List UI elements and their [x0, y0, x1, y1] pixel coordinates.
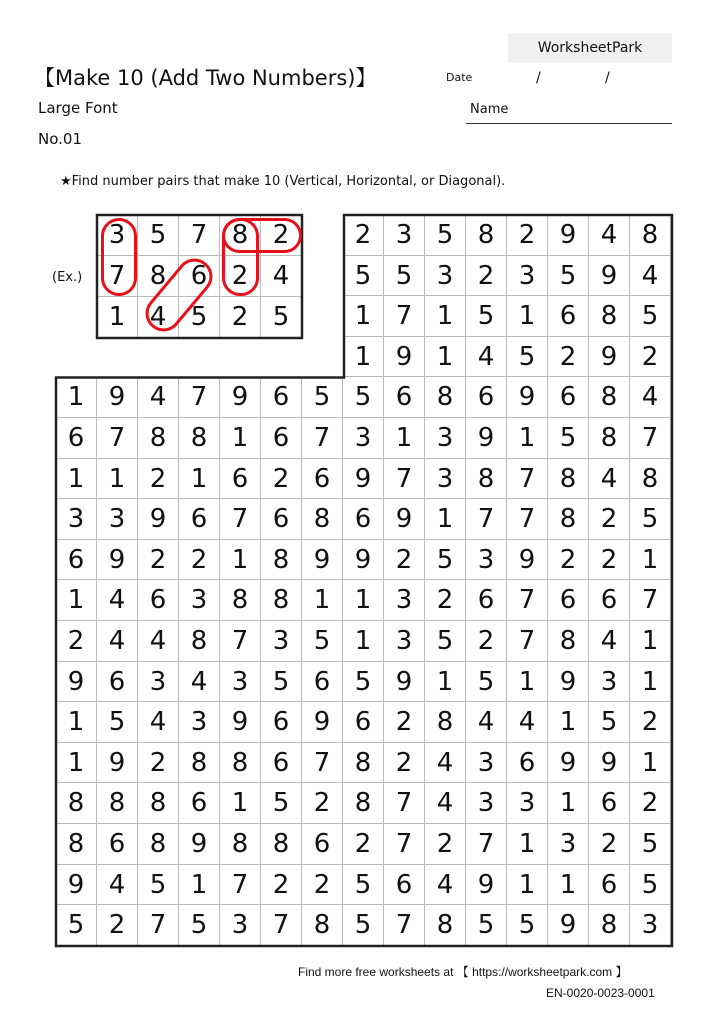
- example-highlight-vertical: [101, 218, 137, 296]
- grid-cell[interactable]: 7: [384, 783, 425, 824]
- grid-cell[interactable]: 1: [425, 296, 466, 337]
- name-label: Name: [470, 102, 509, 117]
- grid-cell[interactable]: 2: [466, 256, 507, 297]
- grid-cell[interactable]: 4: [425, 865, 466, 906]
- grid-cell[interactable]: 6: [548, 580, 589, 621]
- grid-cell[interactable]: 9: [384, 337, 425, 378]
- grid-cell[interactable]: 5: [589, 702, 630, 743]
- grid-cell[interactable]: 7: [466, 499, 507, 540]
- grid-cell[interactable]: 5: [343, 865, 384, 906]
- grid-cell[interactable]: 4: [261, 256, 302, 297]
- grid-cell[interactable]: 4: [507, 702, 548, 743]
- grid-cell[interactable]: 8: [138, 256, 179, 297]
- grid-cell[interactable]: 8: [589, 296, 630, 337]
- grid-cell[interactable]: 2: [343, 215, 384, 256]
- grid-cell[interactable]: 7: [384, 459, 425, 500]
- grid-cell[interactable]: 2: [589, 499, 630, 540]
- grid-cell[interactable]: 3: [179, 702, 220, 743]
- grid-cell[interactable]: 5: [138, 215, 179, 256]
- date-label: Date: [446, 71, 473, 84]
- grid-cell[interactable]: 4: [589, 459, 630, 500]
- grid-cell[interactable]: 8: [179, 418, 220, 459]
- grid-cell[interactable]: 8: [466, 459, 507, 500]
- grid-cell[interactable]: 2: [343, 824, 384, 865]
- grid-cell[interactable]: 3: [507, 256, 548, 297]
- grid-cell[interactable]: 1: [507, 824, 548, 865]
- grid-cell[interactable]: 6: [548, 377, 589, 418]
- date-separator: /: [605, 70, 610, 86]
- grid-cell[interactable]: 5: [302, 621, 343, 662]
- grid-cell[interactable]: 4: [466, 337, 507, 378]
- grid-cell[interactable]: 4: [630, 256, 671, 297]
- grid-cell[interactable]: 6: [261, 702, 302, 743]
- grid-cell[interactable]: 1: [56, 702, 97, 743]
- grid-cell[interactable]: 3: [425, 418, 466, 459]
- instruction: ★Find number pairs that make 10 (Vertical, Horizontal, or Diagonal).: [60, 174, 506, 189]
- grid-cell[interactable]: 8: [261, 824, 302, 865]
- grid-cell[interactable]: 7: [97, 418, 138, 459]
- grid-cell[interactable]: 8: [261, 580, 302, 621]
- grid-cell[interactable]: 3: [56, 499, 97, 540]
- grid-cell[interactable]: 2: [56, 621, 97, 662]
- grid-cell[interactable]: 7: [179, 215, 220, 256]
- grid-cell[interactable]: 4: [97, 621, 138, 662]
- footer-promo: Find more free worksheets at 【 https://worksheetpark.com 】: [298, 965, 628, 979]
- grid-cell[interactable]: 5: [343, 256, 384, 297]
- grid-cell[interactable]: 1: [630, 540, 671, 581]
- grid-cell[interactable]: 5: [548, 418, 589, 459]
- brand-label: WorksheetPark: [508, 33, 672, 63]
- grid-cell[interactable]: 7: [384, 824, 425, 865]
- grid-cell[interactable]: 3: [589, 662, 630, 703]
- grid-cell[interactable]: 1: [220, 540, 261, 581]
- grid-cell[interactable]: 1: [630, 743, 671, 784]
- grid-cell[interactable]: 1: [343, 296, 384, 337]
- grid-cell[interactable]: 5: [466, 662, 507, 703]
- grid-cell[interactable]: 3: [466, 743, 507, 784]
- grid-cell[interactable]: 1: [220, 418, 261, 459]
- grid-cell[interactable]: 6: [343, 499, 384, 540]
- grid-cell[interactable]: 7: [138, 905, 179, 946]
- grid-cell[interactable]: 6: [302, 459, 343, 500]
- grid-cell[interactable]: 2: [179, 540, 220, 581]
- page-title: 【Make 10 (Add Two Numbers)】: [34, 66, 377, 90]
- grid-cell[interactable]: 8: [56, 824, 97, 865]
- grid-cell[interactable]: 8: [425, 377, 466, 418]
- grid-cell[interactable]: 9: [220, 702, 261, 743]
- grid-cell[interactable]: 7: [302, 743, 343, 784]
- grid-cell[interactable]: 2: [630, 702, 671, 743]
- grid-cell[interactable]: 2: [548, 540, 589, 581]
- grid-cell[interactable]: 7: [384, 296, 425, 337]
- grid-cell[interactable]: 1: [425, 499, 466, 540]
- grid-cell[interactable]: 9: [138, 499, 179, 540]
- grid-cell[interactable]: 1: [97, 459, 138, 500]
- grid-cell[interactable]: 9: [507, 377, 548, 418]
- grid-cell[interactable]: 5: [630, 824, 671, 865]
- grid-cell[interactable]: 7: [97, 256, 138, 297]
- grid-cell[interactable]: 2: [138, 540, 179, 581]
- grid-cell[interactable]: 8: [425, 702, 466, 743]
- grid-cell[interactable]: 3: [343, 418, 384, 459]
- grid-cell[interactable]: 1: [548, 865, 589, 906]
- grid-cell[interactable]: 7: [466, 824, 507, 865]
- grid-cell[interactable]: 9: [384, 499, 425, 540]
- grid-cell[interactable]: 8: [138, 418, 179, 459]
- grid-cell[interactable]: 3: [97, 215, 138, 256]
- grid-cell[interactable]: 1: [56, 743, 97, 784]
- grid-cell[interactable]: 4: [97, 865, 138, 906]
- grid-cell[interactable]: 8: [179, 743, 220, 784]
- grid-cell[interactable]: 8: [548, 459, 589, 500]
- grid-cell[interactable]: 5: [302, 377, 343, 418]
- grid-cell[interactable]: 6: [261, 743, 302, 784]
- grid-cell[interactable]: 5: [630, 865, 671, 906]
- grid-cell[interactable]: 6: [548, 296, 589, 337]
- grid-cell[interactable]: 5: [343, 662, 384, 703]
- grid-cell[interactable]: 7: [630, 418, 671, 459]
- grid-cell[interactable]: 5: [179, 297, 220, 338]
- grid-cell[interactable]: 1: [425, 662, 466, 703]
- grid-cell[interactable]: 9: [466, 865, 507, 906]
- grid-cell[interactable]: 9: [97, 743, 138, 784]
- grid-cell[interactable]: 1: [630, 621, 671, 662]
- grid-cell[interactable]: 1: [630, 662, 671, 703]
- grid-cell[interactable]: 8: [589, 377, 630, 418]
- grid-cell[interactable]: 2: [302, 783, 343, 824]
- grid-cell[interactable]: 8: [97, 783, 138, 824]
- grid-cell[interactable]: 6: [302, 662, 343, 703]
- grid-cell[interactable]: 2: [425, 580, 466, 621]
- subtitle: Large Font: [38, 99, 118, 117]
- grid-cell[interactable]: 2: [384, 540, 425, 581]
- grid-cell[interactable]: 9: [56, 662, 97, 703]
- grid-cell[interactable]: 7: [261, 905, 302, 946]
- grid-cell[interactable]: 3: [97, 499, 138, 540]
- grid-cell[interactable]: 1: [302, 580, 343, 621]
- grid-cell[interactable]: 7: [220, 621, 261, 662]
- grid-cell[interactable]: 9: [589, 743, 630, 784]
- grid-cell[interactable]: 5: [466, 296, 507, 337]
- grid-cell[interactable]: 8: [220, 743, 261, 784]
- grid-cell[interactable]: 3: [630, 905, 671, 946]
- grid-cell[interactable]: 6: [384, 865, 425, 906]
- grid-cell[interactable]: 8: [589, 905, 630, 946]
- grid-cell[interactable]: 1: [179, 865, 220, 906]
- grid-cell[interactable]: 5: [261, 783, 302, 824]
- grid-cell[interactable]: 9: [343, 459, 384, 500]
- grid-cell[interactable]: 9: [548, 215, 589, 256]
- grid-cell[interactable]: 2: [589, 824, 630, 865]
- grid-cell[interactable]: 1: [97, 297, 138, 338]
- grid-cell[interactable]: 1: [548, 702, 589, 743]
- grid-cell[interactable]: 4: [425, 743, 466, 784]
- grid-cell[interactable]: 8: [343, 743, 384, 784]
- grid-cell[interactable]: 1: [220, 783, 261, 824]
- grid-cell[interactable]: 2: [466, 621, 507, 662]
- grid-cell[interactable]: 5: [343, 905, 384, 946]
- grid-cell[interactable]: 9: [97, 540, 138, 581]
- grid-cell[interactable]: 3: [507, 783, 548, 824]
- grid-cell[interactable]: 1: [548, 783, 589, 824]
- grid-cell[interactable]: 1: [384, 418, 425, 459]
- grid-cell[interactable]: 4: [138, 702, 179, 743]
- grid-cell[interactable]: 5: [261, 297, 302, 338]
- grid-cell[interactable]: 9: [507, 540, 548, 581]
- grid-cell[interactable]: 8: [220, 580, 261, 621]
- grid-cell[interactable]: 7: [179, 377, 220, 418]
- grid-cell[interactable]: 2: [138, 459, 179, 500]
- footer-code: EN-0020-0023-0001: [546, 986, 655, 1000]
- grid-cell[interactable]: 6: [138, 580, 179, 621]
- grid-cell[interactable]: 4: [138, 377, 179, 418]
- grid-cell[interactable]: 5: [97, 702, 138, 743]
- grid-cell[interactable]: 1: [56, 377, 97, 418]
- example-highlight-vertical: [222, 218, 259, 296]
- grid-cell[interactable]: 5: [630, 296, 671, 337]
- grid-cell[interactable]: 2: [425, 824, 466, 865]
- grid-cell[interactable]: 7: [302, 418, 343, 459]
- grid-cell[interactable]: 8: [548, 499, 589, 540]
- grid-cell[interactable]: 2: [384, 702, 425, 743]
- grid-cell[interactable]: 5: [548, 256, 589, 297]
- grid-cell[interactable]: 1: [507, 865, 548, 906]
- grid-cell[interactable]: 3: [466, 783, 507, 824]
- grid-cell[interactable]: 5: [425, 621, 466, 662]
- grid-cell[interactable]: 6: [384, 377, 425, 418]
- grid-cell[interactable]: 6: [466, 377, 507, 418]
- grid-cell[interactable]: 2: [261, 459, 302, 500]
- grid-cell[interactable]: 3: [384, 580, 425, 621]
- example-label: (Ex.): [52, 270, 83, 285]
- grid-cell[interactable]: 1: [179, 459, 220, 500]
- grid-cell[interactable]: 8: [425, 905, 466, 946]
- grid-cell[interactable]: 6: [220, 459, 261, 500]
- grid-cell[interactable]: 5: [384, 256, 425, 297]
- grid-cell[interactable]: 9: [548, 662, 589, 703]
- grid-cell[interactable]: 2: [548, 337, 589, 378]
- grid-cell[interactable]: 1: [507, 662, 548, 703]
- grid-cell[interactable]: 6: [302, 824, 343, 865]
- grid-cell[interactable]: 1: [343, 621, 384, 662]
- grid-cell[interactable]: 6: [589, 580, 630, 621]
- grid-cell[interactable]: 2: [630, 783, 671, 824]
- grid-cell[interactable]: 3: [548, 824, 589, 865]
- grid-cell[interactable]: 5: [261, 662, 302, 703]
- grid-cell[interactable]: 4: [179, 662, 220, 703]
- grid-cell[interactable]: 9: [548, 905, 589, 946]
- grid-cell[interactable]: 7: [384, 905, 425, 946]
- grid-cell[interactable]: 4: [138, 621, 179, 662]
- name-line: [466, 123, 672, 124]
- grid-cell[interactable]: 4: [466, 702, 507, 743]
- grid-cell[interactable]: 5: [138, 865, 179, 906]
- grid-cell[interactable]: 2: [220, 256, 261, 297]
- grid-cell[interactable]: 9: [548, 743, 589, 784]
- grid-cell[interactable]: 2: [630, 337, 671, 378]
- grid-cell[interactable]: 7: [507, 621, 548, 662]
- grid-cell[interactable]: 1: [56, 459, 97, 500]
- grid-cell[interactable]: 1: [343, 337, 384, 378]
- grid-cell[interactable]: 3: [220, 905, 261, 946]
- grid-cell[interactable]: 5: [425, 540, 466, 581]
- grid-cell[interactable]: 3: [425, 256, 466, 297]
- grid-cell[interactable]: 3: [466, 540, 507, 581]
- grid-cell[interactable]: 8: [220, 215, 261, 256]
- grid-cell[interactable]: 9: [384, 662, 425, 703]
- grid-cell[interactable]: 8: [261, 540, 302, 581]
- grid-cell[interactable]: 2: [261, 865, 302, 906]
- grid-cell[interactable]: 5: [343, 377, 384, 418]
- grid-cell[interactable]: 1: [507, 296, 548, 337]
- grid-cell[interactable]: 8: [302, 905, 343, 946]
- grid-cell[interactable]: 8: [302, 499, 343, 540]
- grid-cell[interactable]: 3: [384, 215, 425, 256]
- grid-cell[interactable]: 2: [302, 865, 343, 906]
- grid-cell[interactable]: 5: [56, 905, 97, 946]
- grid-cell[interactable]: 6: [179, 499, 220, 540]
- grid-cell[interactable]: 6: [97, 824, 138, 865]
- grid-cell[interactable]: 8: [630, 459, 671, 500]
- grid-cell[interactable]: 8: [589, 418, 630, 459]
- grid-cell[interactable]: 5: [466, 905, 507, 946]
- grid-cell[interactable]: 6: [343, 702, 384, 743]
- grid-cell[interactable]: 2: [220, 297, 261, 338]
- grid-cell[interactable]: 1: [507, 418, 548, 459]
- grid-cell[interactable]: 3: [261, 621, 302, 662]
- grid-cell[interactable]: 6: [56, 540, 97, 581]
- grid-cell[interactable]: 4: [589, 621, 630, 662]
- grid-cell[interactable]: 9: [56, 865, 97, 906]
- grid-cell[interactable]: 6: [589, 865, 630, 906]
- grid-cell[interactable]: 5: [507, 905, 548, 946]
- grid-cell[interactable]: 9: [179, 824, 220, 865]
- grid-cell[interactable]: 8: [343, 783, 384, 824]
- grid-cell[interactable]: 8: [56, 783, 97, 824]
- grid-cell[interactable]: 7: [507, 459, 548, 500]
- grid-cell[interactable]: 7: [220, 865, 261, 906]
- worksheet-number: No.01: [38, 130, 82, 148]
- grid-cell[interactable]: 9: [97, 377, 138, 418]
- grid-cell[interactable]: 2: [507, 215, 548, 256]
- grid-cell[interactable]: 6: [261, 377, 302, 418]
- grid-cell[interactable]: 9: [302, 540, 343, 581]
- grid-cell[interactable]: 6: [507, 743, 548, 784]
- grid-cell[interactable]: 2: [261, 215, 302, 256]
- grid-cell[interactable]: 8: [220, 824, 261, 865]
- grid-cell[interactable]: 9: [220, 377, 261, 418]
- grid-cell[interactable]: 6: [97, 662, 138, 703]
- grid-cell[interactable]: 2: [97, 905, 138, 946]
- grid-cell[interactable]: 8: [466, 215, 507, 256]
- grid-cell[interactable]: 8: [138, 824, 179, 865]
- grid-cell[interactable]: 6: [589, 783, 630, 824]
- grid-cell[interactable]: 9: [589, 256, 630, 297]
- date-separator: /: [536, 70, 541, 86]
- grid-cell[interactable]: 4: [138, 297, 179, 338]
- grid-cell[interactable]: 3: [384, 621, 425, 662]
- grid-cell[interactable]: 9: [302, 702, 343, 743]
- grid-cell[interactable]: 9: [466, 418, 507, 459]
- grid-cell[interactable]: 6: [179, 783, 220, 824]
- grid-cell[interactable]: 5: [425, 215, 466, 256]
- grid-cell[interactable]: 1: [56, 580, 97, 621]
- grid-cell[interactable]: 7: [630, 580, 671, 621]
- grid-cell[interactable]: 2: [138, 743, 179, 784]
- grid-cell[interactable]: 8: [630, 215, 671, 256]
- grid-cell[interactable]: 4: [630, 377, 671, 418]
- grid-cell[interactable]: 1: [425, 337, 466, 378]
- grid-cell[interactable]: 4: [97, 580, 138, 621]
- grid-cell[interactable]: 3: [425, 459, 466, 500]
- grid-cell[interactable]: 5: [630, 499, 671, 540]
- grid-cell[interactable]: 5: [507, 337, 548, 378]
- grid-cell[interactable]: 7: [220, 499, 261, 540]
- grid-cell[interactable]: 3: [138, 662, 179, 703]
- grid-cell[interactable]: 5: [179, 905, 220, 946]
- grid-cell[interactable]: 2: [384, 743, 425, 784]
- grid-cell[interactable]: 4: [589, 215, 630, 256]
- grid-cell[interactable]: 9: [589, 337, 630, 378]
- grid-cell[interactable]: 2: [589, 540, 630, 581]
- grid-cell[interactable]: 6: [466, 580, 507, 621]
- grid-cell[interactable]: 6: [179, 256, 220, 297]
- grid-cell[interactable]: 7: [507, 499, 548, 540]
- grid-cell[interactable]: 8: [548, 621, 589, 662]
- grid-cell[interactable]: 8: [138, 783, 179, 824]
- grid-cell[interactable]: 1: [343, 580, 384, 621]
- grid-cell[interactable]: 4: [425, 783, 466, 824]
- grid-cell[interactable]: 7: [507, 580, 548, 621]
- grid-cell[interactable]: 6: [261, 499, 302, 540]
- grid-cell[interactable]: 8: [179, 621, 220, 662]
- grid-cell[interactable]: 3: [179, 580, 220, 621]
- grid-cell[interactable]: 6: [56, 418, 97, 459]
- grid-cell[interactable]: 3: [220, 662, 261, 703]
- grid-cell[interactable]: 9: [343, 540, 384, 581]
- grid-cell[interactable]: 6: [261, 418, 302, 459]
